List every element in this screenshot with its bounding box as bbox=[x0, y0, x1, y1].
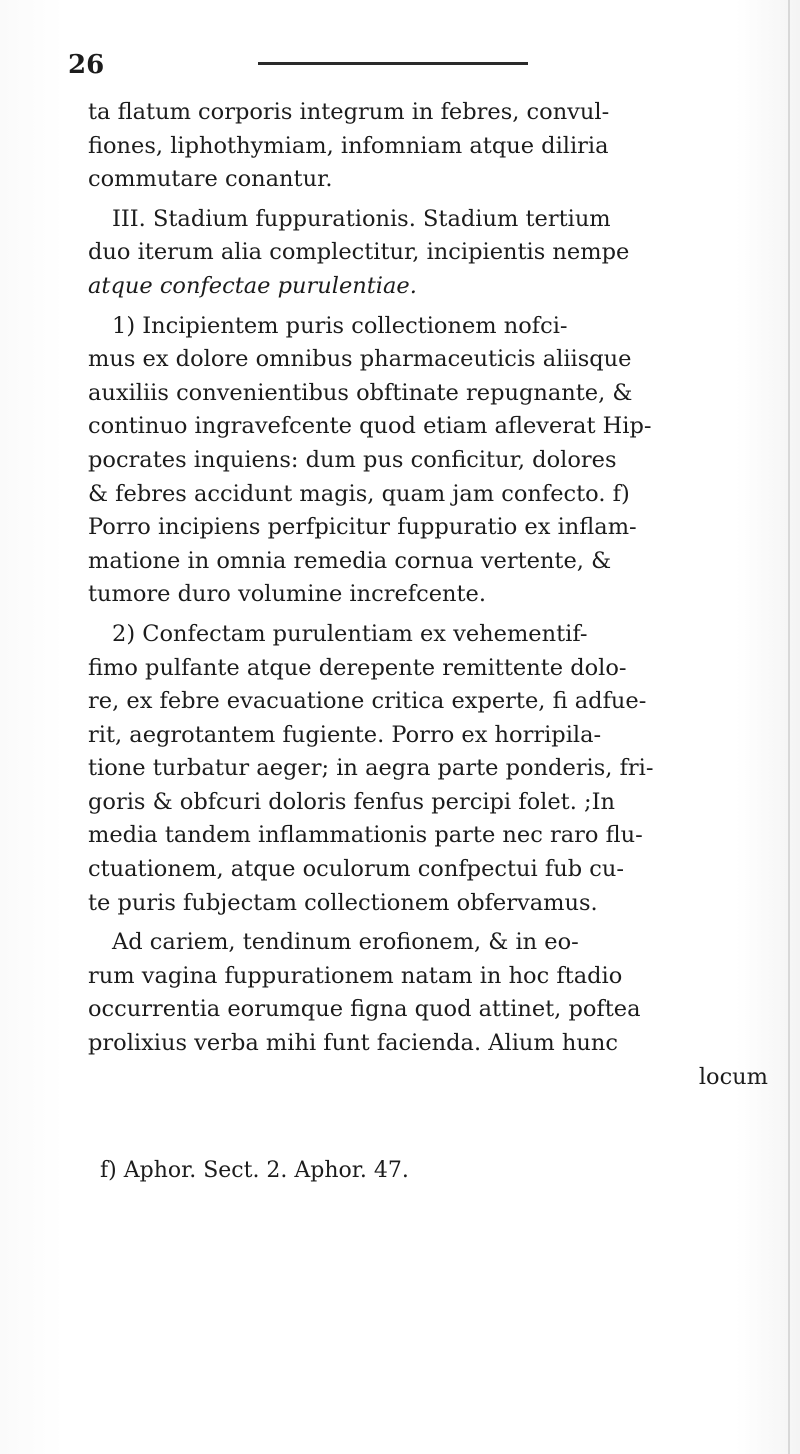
text-line: prolixius verba mihi funt facienda. Alium hunc bbox=[88, 1030, 618, 1057]
header-rule bbox=[258, 62, 528, 65]
page-edge bbox=[788, 0, 790, 1454]
text-line: fiones, liphothymiam, infomniam atque diliria bbox=[88, 132, 609, 159]
text-line: fimo pulfante atque derepente remittente dolo- bbox=[88, 654, 627, 681]
text-line: & febres accidunt magis, quam jam confecto. f) bbox=[88, 480, 630, 507]
text-line: Ad cariem, tendinum erofionem, & in eo- bbox=[112, 929, 579, 956]
text-line: tione turbatur aeger; in aegra parte ponderis, fri- bbox=[88, 755, 654, 782]
footnote: f) Aphor. Sect. 2. Aphor. 47. bbox=[100, 1158, 409, 1183]
catchword: locum bbox=[698, 1063, 768, 1090]
text-line: te puris fubjectam collectionem obfervamus. bbox=[88, 889, 598, 916]
paragraph-3 bbox=[88, 310, 768, 612]
text-line: III. Stadium fuppurationis. Stadium tertium bbox=[112, 205, 611, 232]
body-text bbox=[88, 96, 768, 1094]
text-line: pocrates inquiens: dum pus conficitur, dolores bbox=[88, 446, 617, 473]
paragraph-5 bbox=[88, 926, 768, 1094]
text-line: mus ex dolore omnibus pharmaceuticis aliisque bbox=[88, 346, 632, 373]
text-line: 2) Confectam purulentiam ex vehementif- bbox=[112, 620, 588, 647]
text-line: ctuationem, atque oculorum confpectui fub cu- bbox=[88, 856, 624, 883]
text-line: 1) Incipientem puris collectionem nofci- bbox=[112, 312, 568, 339]
text-line: re, ex febre evacuatione critica experte, fi adfue- bbox=[88, 688, 647, 715]
paragraph-1 bbox=[88, 96, 768, 197]
text-line: occurrentia eorumque figna quod attinet, poftea bbox=[88, 996, 641, 1023]
text-line: media tandem inflammationis parte nec raro flu- bbox=[88, 822, 643, 849]
paragraph-4 bbox=[88, 618, 768, 920]
paragraph-2 bbox=[88, 203, 768, 304]
text-line: Porro incipiens perfpicitur fuppuratio ex inflam- bbox=[88, 514, 637, 541]
text-line: rit, aegrotantem fugiente. Porro ex horripila- bbox=[88, 721, 602, 748]
text-line: atque confectae purulentiae. bbox=[88, 272, 417, 299]
text-line: rum vagina fuppurationem natam in hoc ftadio bbox=[88, 962, 623, 989]
text-line: goris & obfcuri doloris fenfus percipi folet. ;In bbox=[88, 788, 615, 815]
page-number: 26 bbox=[68, 50, 105, 80]
text-line: tumore duro volumine increfcente. bbox=[88, 581, 487, 608]
text-line: commutare conantur. bbox=[88, 166, 333, 193]
text-line: ta flatum corporis integrum in febres, convul- bbox=[88, 99, 610, 125]
text-line: continuo ingravefcente quod etiam afleverat Hip- bbox=[88, 413, 652, 440]
text-line: matione in omnia remedia cornua vertente, & bbox=[88, 547, 612, 574]
text-line: auxiliis convenientibus obftinate repugnante, & bbox=[88, 379, 633, 406]
text-line: duo iterum alia complectitur, incipientis nempe bbox=[88, 239, 630, 266]
